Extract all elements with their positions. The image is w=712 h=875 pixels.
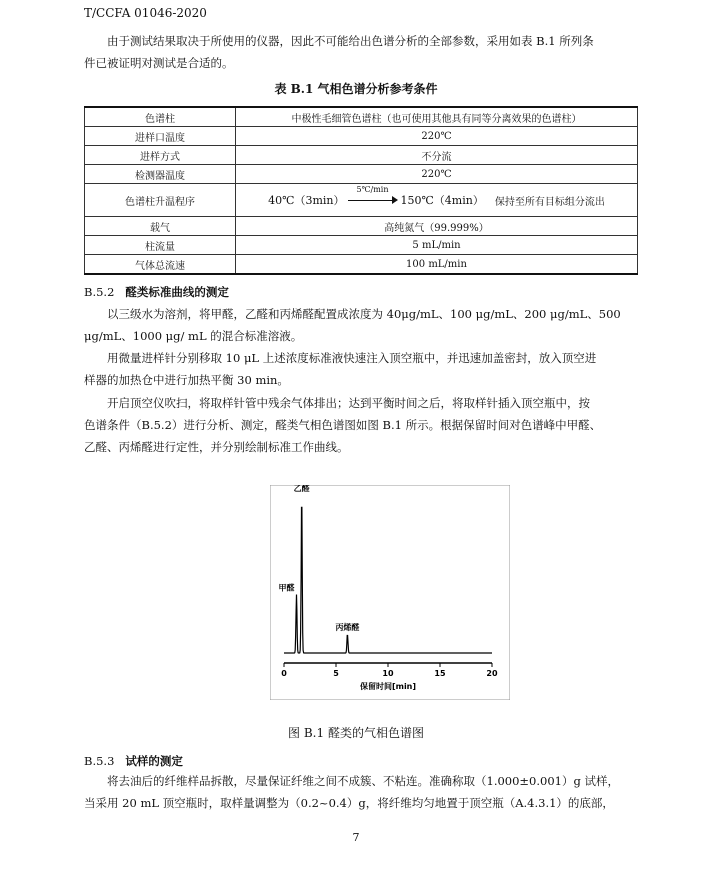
peak-label: 丙烯醛 — [335, 623, 360, 633]
paragraph-b52-1 — [84, 303, 640, 347]
intro-line-2: 件已被证明对测试是合适的。 — [84, 56, 234, 70]
row-value: 5 mL/min — [236, 236, 638, 255]
row-value: 高纯氮气（99.999%） — [236, 217, 638, 236]
row-value: 220℃ — [236, 127, 638, 146]
table-row — [85, 165, 638, 184]
figure-caption: 图 B.1 醛类的气相色谱图 — [288, 726, 424, 740]
row-label: 气体总流速 — [85, 255, 236, 275]
section-number: B.5.3 — [84, 754, 115, 768]
program-start: 40℃（3min） — [268, 194, 345, 207]
section-heading-b52 — [84, 284, 229, 300]
temperature-program — [236, 184, 638, 217]
row-label: 进样方式 — [85, 146, 236, 165]
x-tick-label: 0 — [281, 669, 287, 678]
row-value: 100 mL/min — [236, 255, 638, 275]
arrow-icon — [348, 185, 398, 205]
table-caption: 表 B.1 气相色谱分析参考条件 — [274, 82, 438, 96]
standard-number: T/CCFA 01046-2020 — [84, 6, 207, 20]
section-number: B.5.2 — [84, 285, 115, 299]
text-line: 开启顶空仪吹扫，将取样针管中残余气体排出；达到平衡时间之后，将取样针插入顶空瓶中，按 — [107, 396, 590, 410]
text-line: 当采用 20 mL 顶空瓶时，取样量调整为（0.2~0.4）g，将纤维均匀地置于顶空瓶（A.4.3.1）的底部， — [84, 796, 614, 810]
conditions-table — [84, 106, 638, 275]
intro-paragraph — [84, 30, 640, 74]
paragraph-b52-3 — [84, 392, 640, 458]
row-value: 中极性毛细管色谱柱（也可使用其他具有同等分离效果的色谱柱） — [236, 107, 638, 127]
peak-label: 甲醛 — [278, 583, 295, 593]
program-note: 保持至所有目标组分流出 — [494, 196, 605, 208]
table-row — [85, 107, 638, 127]
table-row — [85, 255, 638, 275]
section-heading-b53 — [84, 753, 183, 769]
x-tick-label: 15 — [434, 669, 446, 678]
x-tick-label: 5 — [333, 669, 339, 678]
row-label: 柱流量 — [85, 236, 236, 255]
x-axis-label: 保留时间[min] — [359, 682, 417, 691]
table-row — [85, 217, 638, 236]
table-row — [85, 184, 638, 217]
text-line: μg/mL、1000 μg/ mL 的混合标准溶液。 — [84, 329, 303, 343]
row-label: 进样口温度 — [85, 127, 236, 146]
text-line: 乙醛、丙烯醛进行定性，并分别绘制标准工作曲线。 — [84, 440, 349, 454]
section-title: 醛类标准曲线的测定 — [125, 285, 229, 299]
figure-frame — [270, 485, 510, 700]
program-rate: 5℃/min — [356, 185, 389, 194]
row-value: 不分流 — [236, 146, 638, 165]
table-row — [85, 127, 638, 146]
page-number: 7 — [352, 831, 360, 844]
chromatogram — [270, 485, 510, 700]
row-label: 色谱柱 — [85, 107, 236, 127]
text-line: 样器的加热仓中进行加热平衡 30 min。 — [84, 373, 289, 387]
text-line: 将去油后的纤维样品拆散，尽量保证纤维之间不成簇、不粘连。准确称取（1.000±0.001）g 试样， — [107, 774, 619, 788]
program-end: 150℃（4min） — [400, 194, 484, 207]
row-value: 220℃ — [236, 165, 638, 184]
text-line: 色谱条件（B.5.2）进行分析、测定，醛类气相色谱图如图 B.1 所示。根据保留时间对色谱峰中甲醛、 — [84, 418, 602, 432]
text-line: 以三级水为溶剂，将甲醛，乙醛和丙烯醛配置成浓度为 40μg/mL、100 μg/mL、200 μg/mL、500 — [107, 307, 621, 321]
row-label: 载气 — [85, 217, 236, 236]
intro-line-1: 由于测试结果取决于所使用的仪器，因此不可能给出色谱分析的全部参数，采用如表 B.1 所列条 — [107, 34, 594, 48]
x-tick-label: 20 — [486, 669, 498, 678]
text-line: 用微量进样针分别移取 10 μL 上述浓度标准液快速注入顶空瓶中，并迅速加盖密封，放入顶空进 — [107, 351, 597, 365]
x-tick-label: 10 — [382, 669, 394, 678]
table-row — [85, 146, 638, 165]
peak-label: 乙醛 — [293, 485, 310, 493]
paragraph-b53-1 — [84, 770, 640, 814]
section-title: 试样的测定 — [125, 754, 183, 768]
row-label: 检测器温度 — [85, 165, 236, 184]
paragraph-b52-2 — [84, 347, 640, 391]
table-row — [85, 236, 638, 255]
row-label: 色谱柱升温程序 — [85, 184, 236, 217]
